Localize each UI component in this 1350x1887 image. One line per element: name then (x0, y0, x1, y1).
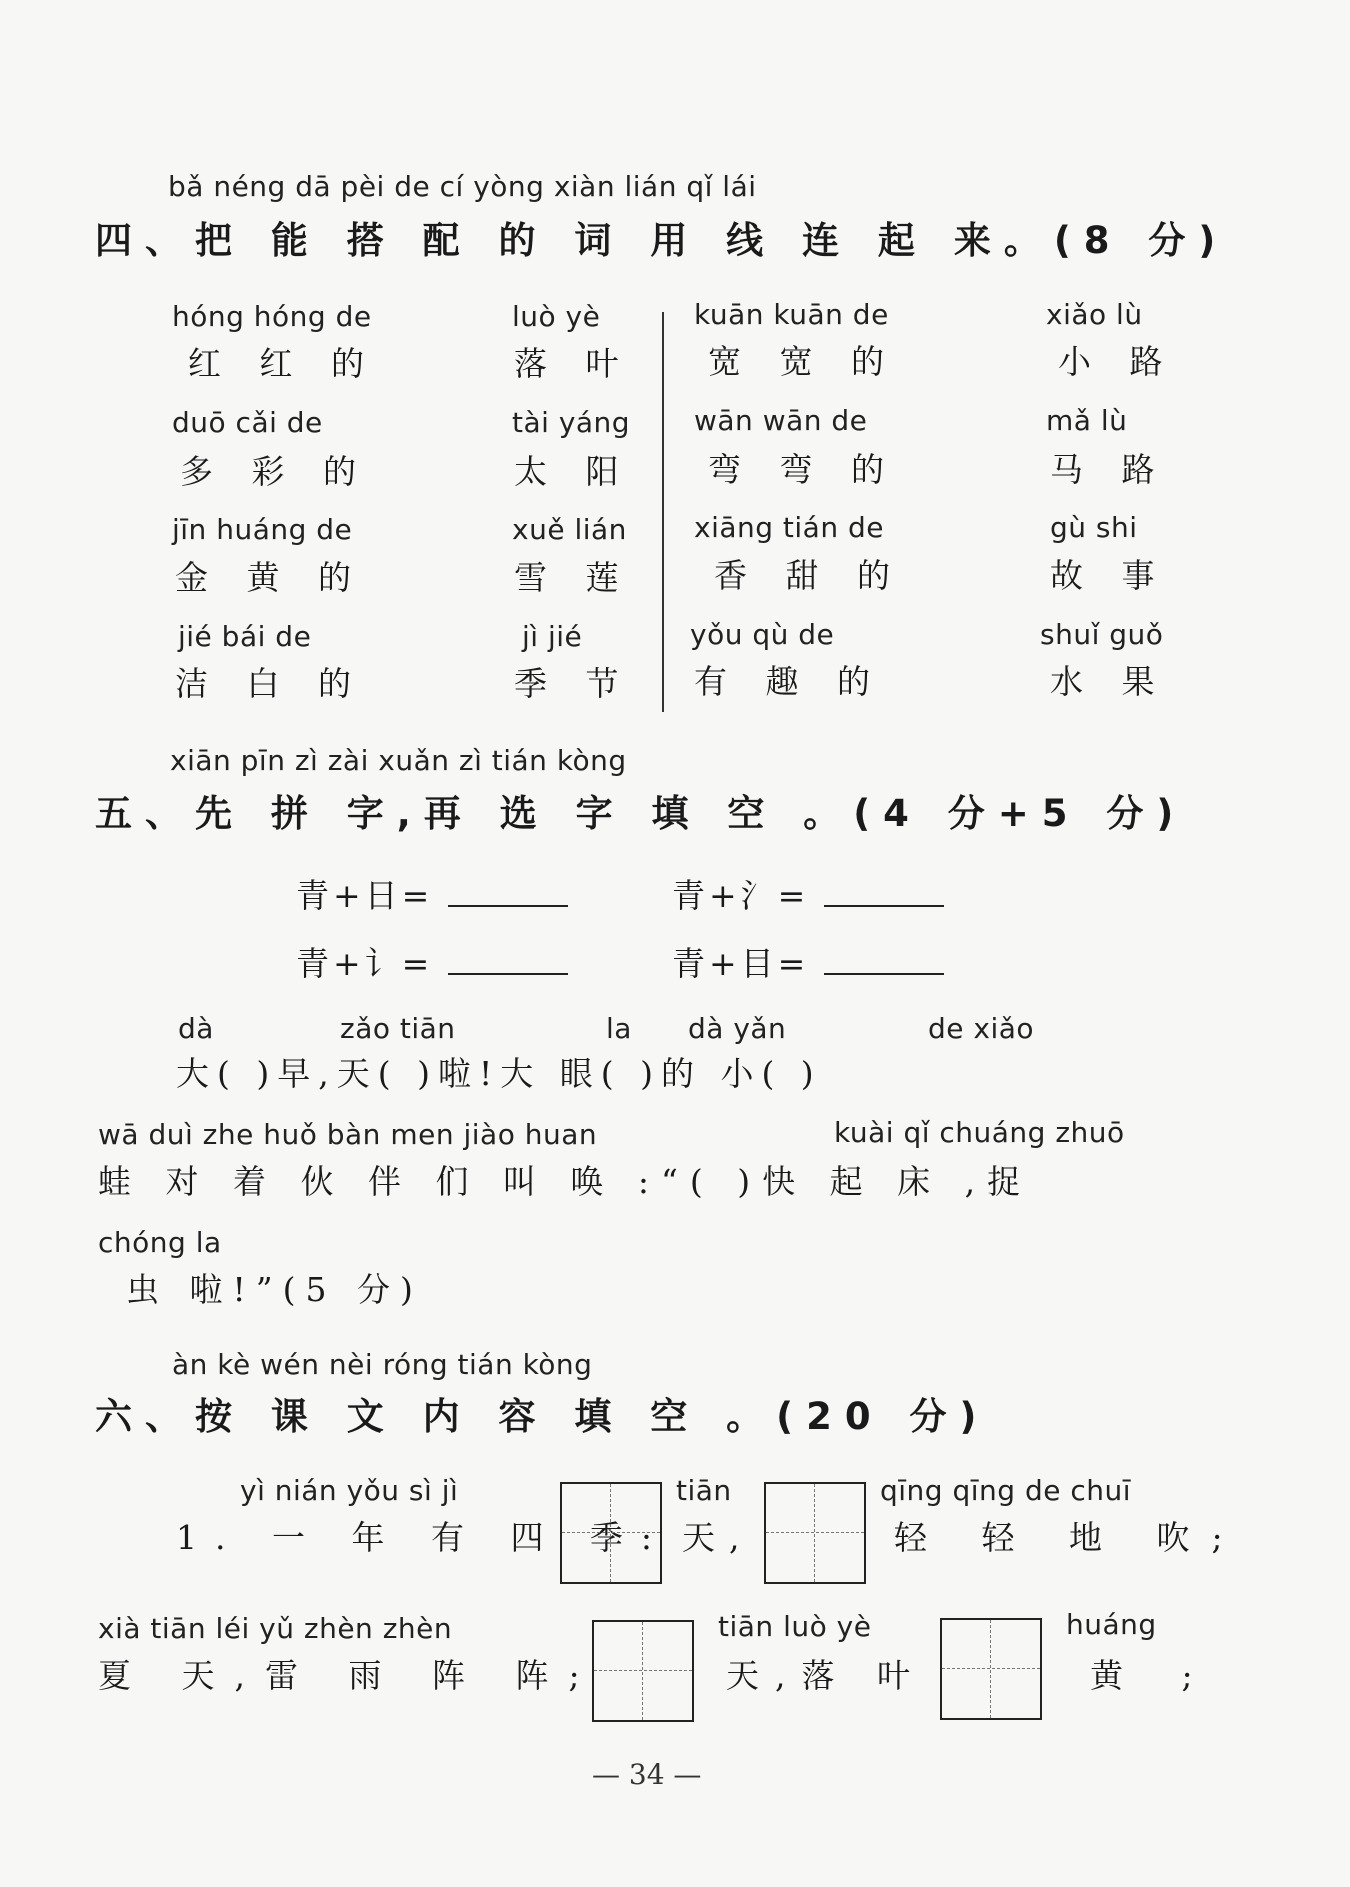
s4-c4-hz: 有 趣 的 (694, 662, 884, 701)
section4-pinyin: bǎ néng dā pèi de cí yòng xiàn lián qǐ lái (168, 170, 757, 203)
s4-a2-hz: 多 彩 的 (180, 452, 370, 491)
answer-blank-1[interactable] (448, 897, 568, 907)
s4-d3-py: gù shi (1050, 511, 1138, 544)
s5-py-line3: chóng la (98, 1226, 222, 1259)
s5-py-3: la (606, 1012, 632, 1045)
equation-3 (296, 938, 568, 985)
s6-l1-py-c: qīng qīng de chuī (880, 1474, 1132, 1507)
s6-l2-hz-b: 天,落 叶 (726, 1656, 926, 1695)
s4-c4-py: yǒu qù de (690, 618, 835, 651)
s4-b4-py: jì jié (522, 620, 583, 653)
equation-2-text: 青+氵= (672, 876, 810, 915)
s4-a4-py: jié bái de (178, 620, 312, 653)
answer-blank-4[interactable] (824, 965, 944, 975)
s6-l1-py-b: tiān (676, 1474, 732, 1507)
s4-c3-py: xiāng tián de (694, 511, 884, 544)
s4-a4-hz: 洁 白 的 (175, 664, 365, 703)
answer-box-1[interactable] (560, 1482, 662, 1584)
s6-l1-hz-b: 天, (682, 1518, 754, 1557)
s4-a1-py: hóng hóng de (172, 300, 372, 333)
s6-l2-py-b: tiān luò yè (718, 1610, 872, 1643)
equation-1 (296, 870, 568, 917)
s4-d3-hz: 故 事 (1050, 556, 1169, 595)
s4-d2-hz: 马 路 (1050, 450, 1169, 489)
s6-l1-hz-c: 轻 轻 地 吹; (894, 1518, 1245, 1557)
equation-3-text: 青+讠= (296, 944, 434, 983)
s4-d4-hz: 水 果 (1050, 662, 1169, 701)
s6-l1-py-a: yì nián yǒu sì jì (240, 1474, 459, 1507)
s4-c1-py: kuān kuān de (694, 298, 889, 331)
section4-title: 四、把 能 搭 配 的 词 用 线 连 起 来。(8 分) (95, 219, 1229, 262)
s5-py-5: de xiǎo (928, 1012, 1035, 1045)
section5-pinyin: xiān pīn zì zài xuǎn zì tián kòng (170, 744, 627, 777)
s4-d1-py: xiǎo lù (1046, 298, 1143, 331)
s4-c1-hz: 宽 宽 的 (708, 342, 898, 381)
s6-l1-hz-a: 1. 一 年 有 四 季: (176, 1518, 671, 1557)
s6-l2-py-c: huáng (1066, 1608, 1157, 1641)
equation-4 (672, 938, 944, 985)
answer-box-2[interactable] (764, 1482, 866, 1584)
section6-title: 六、按 课 文 内 容 填 空 。(20 分) (95, 1395, 990, 1438)
s4-d4-py: shuǐ guǒ (1040, 618, 1164, 651)
s5-py-1: dà (178, 1012, 214, 1045)
s5-py-line2b: kuài qǐ chuáng zhuō (834, 1116, 1125, 1149)
s5-py-4: dà yǎn (688, 1012, 787, 1045)
s4-c3-hz: 香 甜 的 (714, 556, 904, 595)
s4-b1-py: luò yè (512, 300, 601, 333)
s4-d1-hz: 小 路 (1058, 342, 1177, 381)
page-number: — 34 — (592, 1758, 702, 1791)
s4-a1-hz: 红 红 的 (188, 344, 378, 383)
s4-c2-py: wān wān de (694, 404, 868, 437)
equation-1-text: 青+日= (296, 876, 434, 915)
s4-b3-py: xuě lián (512, 513, 627, 546)
s6-l2-py-a: xià tiān léi yǔ zhèn zhèn (98, 1612, 453, 1645)
s4-d2-py: mǎ lù (1046, 404, 1128, 437)
section5-title: 五、先 拼 字,再 选 字 填 空 。(4 分+5 分) (95, 792, 1187, 835)
section6-pinyin: àn kè wén nèi róng tián kòng (172, 1348, 593, 1381)
s5-sentence-3: 虫 啦!”(5 分) (126, 1270, 423, 1309)
s6-l2-hz-a: 夏 天,雷 雨 阵 阵; (98, 1656, 600, 1695)
s4-a2-py: duō cǎi de (172, 406, 323, 439)
s4-c2-hz: 弯 弯 的 (708, 450, 898, 489)
answer-blank-3[interactable] (448, 965, 568, 975)
s4-b1-hz: 落 叶 (514, 344, 633, 383)
answer-box-4[interactable] (940, 1618, 1042, 1720)
s6-l2-hz-c: 黄 ; (1090, 1656, 1217, 1695)
s5-py-line2a: wā duì zhe huǒ bàn men jiào huan (98, 1118, 598, 1151)
s4-a3-hz: 金 黄 的 (175, 558, 365, 597)
section4-divider (662, 312, 664, 712)
s5-sentence-1: 大( )早,天( )啦!大 眼( )的 小( ) (176, 1054, 822, 1093)
s4-b2-py: tài yáng (512, 406, 631, 439)
s4-b4-hz: 季 节 (514, 664, 633, 703)
s4-b2-hz: 太 阳 (514, 452, 633, 491)
s5-py-2: zǎo tiān (340, 1012, 456, 1045)
s4-a3-py: jīn huáng de (172, 513, 353, 546)
equation-2 (672, 870, 944, 917)
answer-blank-2[interactable] (824, 897, 944, 907)
equation-4-text: 青+目= (672, 944, 810, 983)
answer-box-3[interactable] (592, 1620, 694, 1722)
s4-b3-hz: 雪 莲 (514, 558, 633, 597)
s5-sentence-2: 蛙 对 着 伙 伴 们 叫 唤 :“( )快 起 床 ,捉 (98, 1162, 1033, 1201)
